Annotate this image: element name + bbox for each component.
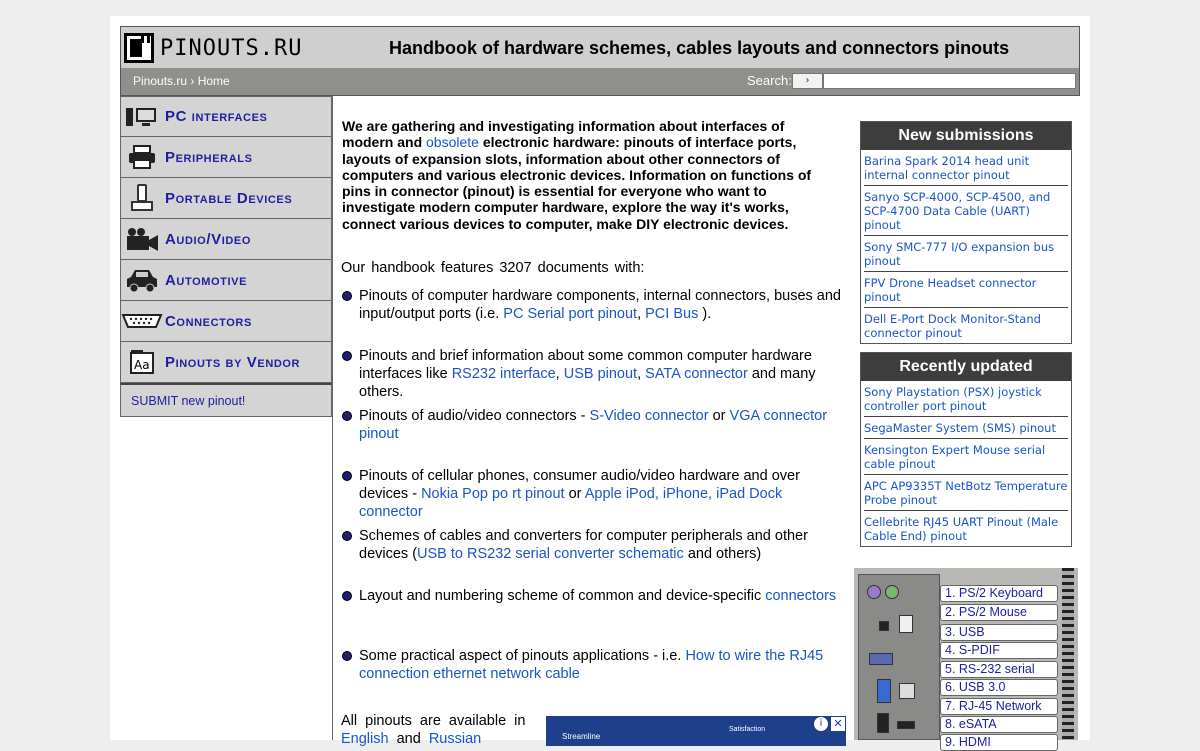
new-submissions-box: [860, 121, 1072, 344]
obsolete-link[interactable]: obsolete: [426, 134, 479, 151]
sidebar-item-pc-interfaces[interactable]: [120, 96, 332, 137]
port-label: 4. S-PDIF: [940, 642, 1058, 659]
port-label: 7. RJ-45 Network: [940, 698, 1058, 715]
list-item: [341, 647, 841, 683]
header-top: [121, 27, 1079, 68]
sidebar-item-label: Portable Devices: [165, 189, 293, 207]
sidebar-item-audio-video[interactable]: [120, 219, 332, 260]
logo-icon: [124, 33, 154, 63]
languages-label: All pinouts are available in: [341, 713, 526, 729]
bullet-separator: ,: [637, 306, 642, 322]
pc-icon: [124, 102, 160, 132]
camera-icon: [124, 224, 160, 254]
bullet-text: or: [712, 408, 726, 424]
site-tagline: Handbook of hardware schemes, cables layouts and connectors pinouts: [389, 38, 1010, 58]
usb3-port: [877, 679, 891, 703]
io-panel: [858, 574, 940, 740]
list-item[interactable]: APC AP9335T NetBotz Temperature Probe pinout: [864, 475, 1068, 511]
list-item[interactable]: Kensington Expert Mouse serial cable pinout: [864, 439, 1068, 475]
list-item[interactable]: Sanyo SCP-4000, SCP-4500, and SCP-4700 Data Cable (UART) pinout: [864, 186, 1068, 236]
sidebar-item-label: PC interfaces: [165, 108, 268, 125]
logo-text: PINOUTS.RU: [160, 35, 303, 61]
bullet-text: and many others.: [359, 366, 816, 400]
sidebar-item-pinouts-by-vendor[interactable]: [120, 342, 332, 383]
esata-port: [877, 713, 889, 733]
sidebar-item-label: Automotive: [165, 271, 248, 289]
list-item[interactable]: Dell E-Port Dock Monitor-Stand connector pinout: [864, 312, 1041, 340]
port-label: 9. HDMI: [940, 734, 1058, 751]
usb-pinout-link[interactable]: USB pinout: [563, 366, 638, 382]
list-item[interactable]: Sony Playstation (PSX) joystick controller port pinout: [864, 381, 1068, 417]
vga-connector-link[interactable]: VGA connector pinout: [359, 408, 828, 442]
advertisement[interactable]: [546, 716, 846, 746]
nokia-pop-port-link[interactable]: Nokia Pop po rt pinout: [421, 486, 565, 502]
bullet-text: Schemes of cables and converters for computer peripherals and other devices (: [359, 528, 808, 562]
site-header: [120, 26, 1080, 96]
bullet-text: Some practical aspect of pinouts applications - i.e.: [359, 648, 682, 664]
list-item[interactable]: FPV Drone Headset connector pinout: [864, 272, 1068, 308]
list-item[interactable]: SegaMaster System (SMS) pinout: [864, 417, 1068, 439]
ad-caption: Satisfaction: [729, 726, 766, 733]
list-item: [341, 527, 841, 563]
intro-text-1: We are gathering and investigating information about interfaces of modern and: [342, 118, 785, 151]
hdmi-port: [897, 721, 915, 729]
breadcrumb: [133, 74, 230, 88]
ps2-mouse-port: [885, 585, 899, 599]
main-content: [332, 96, 852, 747]
printer-icon: [124, 142, 160, 172]
russian-link[interactable]: Russian: [428, 731, 482, 747]
bullet-text: Layout and numbering scheme of common and device-specific: [359, 588, 762, 604]
port-label: 5. RS-232 serial: [940, 661, 1058, 678]
pc-serial-port-link[interactable]: PC Serial port pinout: [503, 306, 638, 322]
phone-icon: [124, 183, 160, 213]
search-input[interactable]: [823, 73, 1076, 89]
svg-text:Aa: Aa: [134, 358, 150, 372]
submit-pinout-link[interactable]: SUBMIT new pinout!: [120, 383, 332, 417]
languages-text: [341, 712, 531, 748]
sidebar-item-label: Pinouts by Vendor: [165, 353, 301, 371]
sidebar-item-label: Peripherals: [165, 148, 253, 166]
search-label: Search:: [747, 73, 792, 88]
list-item: [341, 587, 841, 605]
sidebar-item-connectors[interactable]: [120, 301, 332, 342]
list-item: [341, 407, 841, 443]
list-item: Pinouts and brief information about some common computer hardware interfaces like RS232 interface, USB pinout, SATA connector and many others.: [341, 347, 841, 401]
port-label: 3. USB: [940, 624, 1058, 641]
port-label: 2. PS/2 Mouse: [940, 604, 1058, 621]
bullet-text: Pinouts and brief information about some common computer hardware interfaces like: [359, 348, 812, 382]
breadcrumb-separator: ›: [190, 74, 195, 88]
recently-updated-title: Recently updated: [861, 353, 1071, 381]
new-submissions-title: New submissions: [861, 122, 1071, 150]
intro-text-2: electronic hardware: pinouts of interface ports, layouts of expansion slots, information about other connectors of computers and various electronic devices. Information on functions of pins in connector (pinout) is essential for everyone who want to investigate modern computer hardware, explore the way it's works, connect various devices to computer, make DIY electronic devices.: [342, 134, 812, 232]
serial-port: [869, 653, 893, 665]
s-video-link[interactable]: S-Video connector: [589, 408, 709, 424]
bullet-text: ).: [702, 306, 712, 322]
list-item[interactable]: Cellebrite RJ45 UART Pinout (Male Cable End) pinout: [864, 515, 1059, 543]
header-bar: [121, 68, 1079, 95]
ad-brand: Streamline: [562, 732, 601, 741]
sidebar-item-label: Connectors: [165, 312, 252, 330]
rs232-link[interactable]: RS232 interface: [451, 366, 556, 382]
features-heading: Our handbook features 3207 documents with:: [341, 260, 645, 276]
sidebar: [120, 96, 332, 417]
bullet-text: Pinouts of cellular phones, consumer audio/video hardware and over devices -: [359, 468, 800, 502]
port-label: 1. PS/2 Keyboard: [940, 585, 1058, 602]
car-icon: [124, 265, 160, 295]
bullet-text: or: [568, 486, 582, 502]
sidebar-item-automotive[interactable]: [120, 260, 332, 301]
spdif-port: [879, 621, 889, 631]
page: [110, 16, 1090, 749]
usb-port: [899, 615, 913, 633]
languages-and: and: [396, 731, 421, 747]
case-vent: [1062, 568, 1074, 740]
connector-icon: [124, 306, 160, 336]
breadcrumb-current: Home: [197, 74, 230, 88]
intro-paragraph: [342, 118, 832, 232]
list-item[interactable]: Barina Spark 2014 head unit internal connector pinout: [864, 150, 1068, 186]
rj45-port: [899, 683, 915, 699]
sidebar-item-label: Audio/Video: [165, 230, 251, 248]
vendor-icon: [124, 347, 160, 377]
pci-bus-link[interactable]: PCI Bus: [645, 306, 699, 322]
ad-close-icon[interactable]: ✕: [831, 717, 845, 731]
ad-info-icon[interactable]: i: [814, 717, 828, 731]
sidebar-item-portable-devices[interactable]: [120, 178, 332, 219]
list-item: [341, 467, 841, 521]
breadcrumb-root[interactable]: Pinouts.ru: [133, 74, 188, 88]
site-logo[interactable]: [124, 31, 302, 65]
rj45-wiring-link[interactable]: How to wire the RJ45 connection ethernet network cable: [359, 648, 824, 682]
usb-rs232-converter-link[interactable]: USB to RS232 serial converter schematic: [417, 546, 684, 562]
bullet-text: Pinouts of computer hardware components, internal connectors, buses and input/output ports (i.e.: [359, 288, 841, 322]
english-link[interactable]: English: [341, 731, 389, 747]
bullet-text: and others): [687, 546, 762, 562]
apple-dock-link[interactable]: Apple iPod, iPhone, iPad Dock connector: [359, 486, 783, 520]
recently-updated-box: [860, 352, 1072, 547]
list-item[interactable]: Sony SMC-777 I/O expansion bus pinout: [864, 236, 1068, 272]
search-button[interactable]: ›: [792, 73, 823, 89]
ps2-keyboard-port: [867, 585, 881, 599]
port-label: 6. USB 3.0: [940, 679, 1058, 696]
connectors-link[interactable]: connectors: [765, 588, 837, 604]
bullet-text: Pinouts of audio/video connectors -: [359, 408, 586, 424]
sidebar-item-peripherals[interactable]: [120, 137, 332, 178]
sata-connector-link[interactable]: SATA connector: [645, 366, 748, 382]
ports-diagram-image[interactable]: [854, 568, 1078, 749]
list-item: [341, 287, 841, 323]
port-label: 8. eSATA: [940, 716, 1058, 733]
